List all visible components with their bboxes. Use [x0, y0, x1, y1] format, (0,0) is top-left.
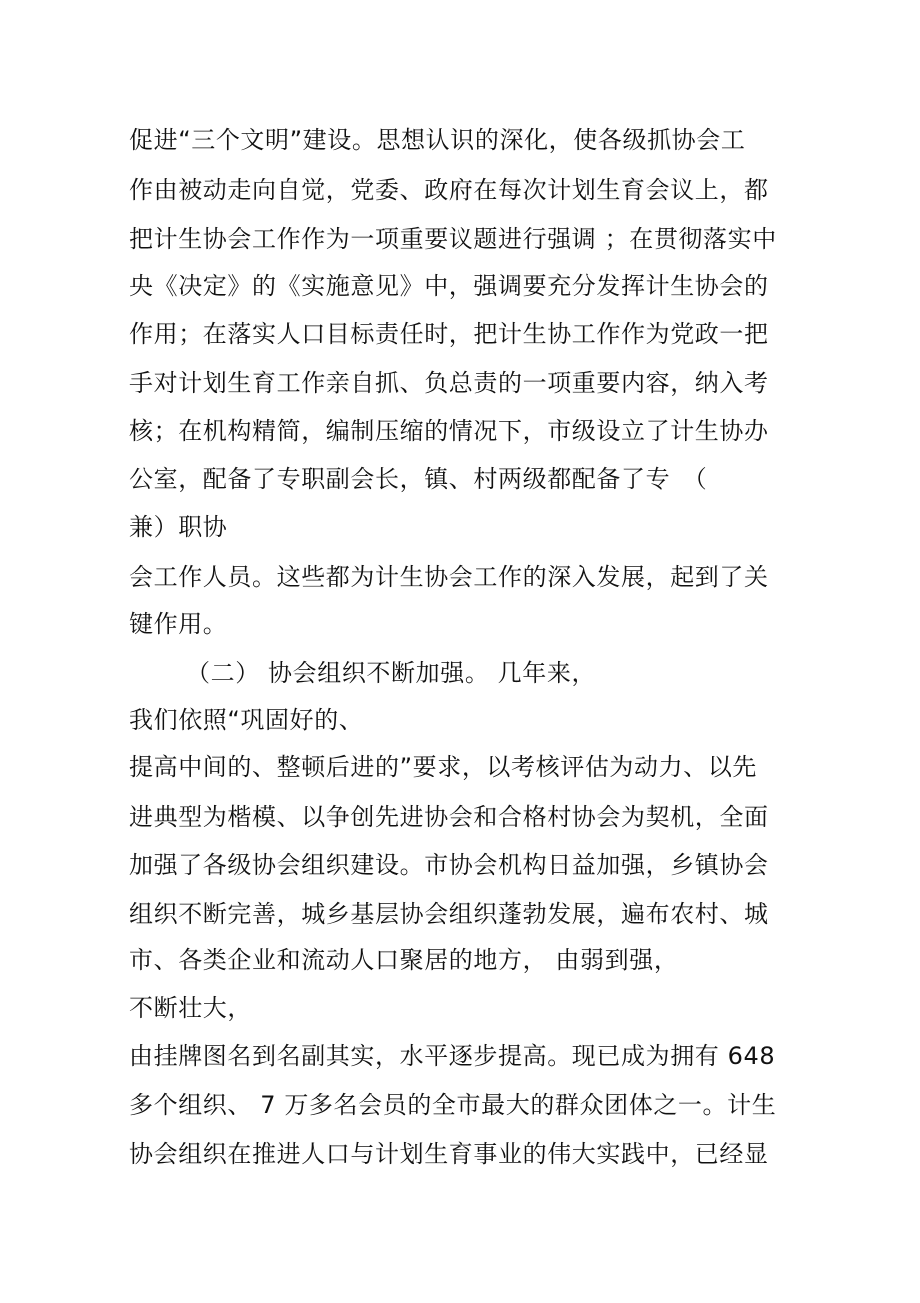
text-line-17: 组织不断完善，城乡基层协会组织蓬勃发展，遍布农村、城 — [129, 900, 769, 928]
text-line-22: 协会组织在推进人口与计划生育事业的伟大实践中，已经显 — [129, 1140, 769, 1168]
text-line-4: 央《决定》的《实施意见》中，强调要充分发挥计生协会的 — [129, 272, 769, 300]
text-line-13: 我们依照“巩固好的、 — [129, 706, 364, 734]
text-line-10: 会工作人员。这些都为计生协会工作的深入发展，起到了关 — [129, 563, 769, 591]
text-line-7: 核；在机构精简，编制压缩的情况下，市级设立了计生协办 — [129, 417, 769, 445]
text-line-11: 键作用。 — [129, 610, 228, 638]
text-line-20: 由挂牌图名到名副其实，水平逐步提高。现已成为拥有 648 — [129, 1042, 776, 1070]
text-line-1: 促进“三个文明”建设。思想认识的深化，使各级抓协会工 — [129, 126, 746, 154]
text-line-9: 兼）职协 — [129, 513, 228, 541]
section-heading: （二） 协会组织不断加强。 几年来， — [186, 659, 597, 687]
text-line-8: 公室，配备了专职副会长，镇、村两级都配备了专 （ — [129, 465, 708, 493]
text-line-6: 手对计划生育工作亲自抓、负总责的一项重要内容，纳入考 — [129, 369, 769, 397]
text-line-14: 提高中间的、整顿后进的”要求，以考核评估为动力、以先 — [129, 753, 758, 781]
text-line-19: 不断壮大， — [129, 994, 252, 1022]
text-line-18: 市、各类企业和流动人口聚居的地方， 由弱到强， — [129, 946, 679, 974]
text-line-3: 把计生协会工作作为一项重要议题进行强调 ；在贯彻落实中 — [129, 225, 777, 253]
text-line-21: 多个组织、 7 万多名会员的全市最大的群众团体之一。计生 — [129, 1091, 777, 1119]
text-line-2: 作由被动走向自觉，党委、政府在每次计划生育会议上，都 — [129, 176, 769, 204]
text-line-16: 加强了各级协会组织建设。市协会机构日益加强，乡镇协会 — [129, 851, 769, 879]
text-line-5: 作用；在落实人口目标责任时，把计生协工作作为党政一把 — [129, 320, 769, 348]
text-line-15: 进典型为楷模、以争创先进协会和合格村协会为契机，全面 — [129, 803, 769, 831]
